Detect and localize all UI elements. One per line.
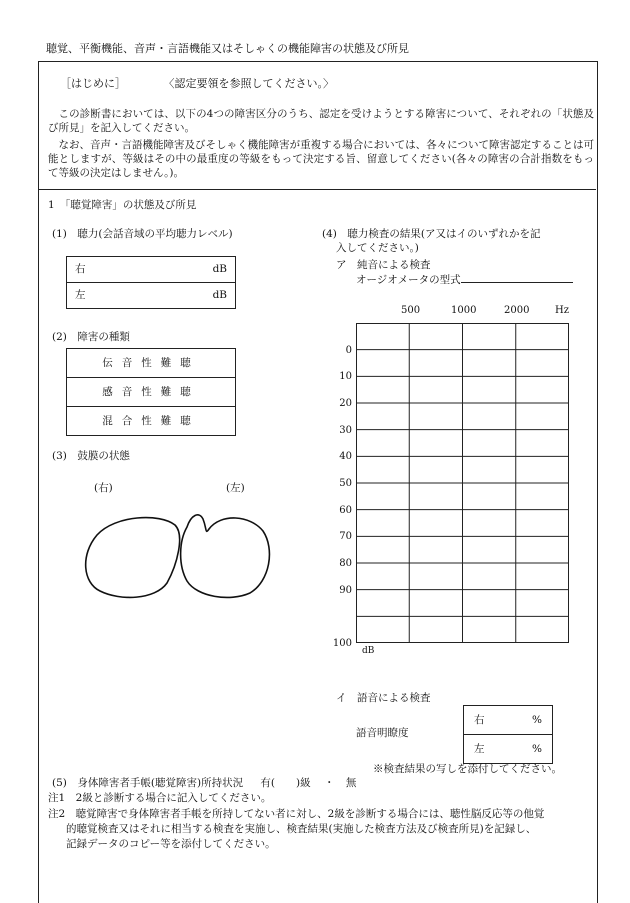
q5-none[interactable]: 無 <box>345 777 357 789</box>
intro-heading-note: 〈認定要領を参照してください。〉 <box>163 77 334 90</box>
q4-label-line1: (4) 聴力検査の結果(ア又はイのいずれかを記 <box>322 228 541 240</box>
hearing-side-right: 右 <box>75 263 86 276</box>
db-label-10: 10 <box>339 371 352 383</box>
db-label-50: 50 <box>339 478 352 489</box>
speech-test-label: イ 語音による検査 <box>336 692 431 704</box>
speech-clarity-label: 語音明瞭度 <box>356 727 409 739</box>
freq-500: 500 <box>401 305 421 316</box>
q5-row <box>52 776 356 790</box>
q3-label: (3) 鼓膜の状態 <box>52 450 130 462</box>
q4-label-line2: 入してください。) <box>336 242 419 254</box>
eardrum-right-shape <box>86 518 180 598</box>
eardrum-diagram <box>75 505 275 605</box>
document-title: 聴覚、平衡機能、音声・言語機能又はそしゃくの機能障害の状態及び所見 <box>46 42 409 55</box>
eardrum-left-label: (左) <box>226 482 245 494</box>
db-label-90: 90 <box>339 584 352 596</box>
q1-label: (1) 聴力(会話音域の平均聴力レベル) <box>52 228 233 240</box>
hearing-level-table <box>66 256 236 309</box>
speech-cell-right[interactable] <box>464 706 553 735</box>
intro-paragraph-1: この診断書においては、以下の4つの障害区分のうち、認定を受けようとする障害について、それぞれの「状態及び所見」を記入してください。 <box>48 108 594 135</box>
speech-unit-left: % <box>532 742 542 755</box>
intro-heading-label: ［はじめに］ <box>60 77 126 90</box>
db-label-0: 0 <box>345 344 352 356</box>
db-label-60: 60 <box>339 504 352 516</box>
q2-label: (2) 障害の種類 <box>52 331 130 343</box>
db-unit: dB <box>362 646 375 656</box>
hearing-unit-right: dB <box>212 263 227 276</box>
audiogram-grid[interactable] <box>356 323 569 643</box>
attach-note: ※検査結果の写しを添付してください。 <box>373 763 562 775</box>
speech-cell-left[interactable] <box>464 735 553 764</box>
section1-title: 1 「聴覚障害」の状態及び所見 <box>48 199 197 211</box>
q5-has[interactable]: 有( )級 <box>260 777 311 789</box>
speech-side-left: 左 <box>474 742 485 755</box>
intro-paragraph-2: なお、音声・言語機能障害及びそしゃく機能障害が重複する場合においては、各々について障害認定することは可能としますが、等級はその中の最重度の等級をもって決定する旨、留意してください(各々の障害の合計指数をもって等級の決定はしません。)。 <box>48 139 594 180</box>
intro-heading <box>60 77 334 92</box>
audiometer-model <box>356 272 573 287</box>
db-label-100: 100 <box>332 638 352 649</box>
hearing-cell-right[interactable] <box>67 257 236 283</box>
db-label-40: 40 <box>339 451 352 463</box>
hearing-type-table <box>66 348 236 436</box>
freq-unit: Hz <box>555 305 569 316</box>
q5-separator: ・ <box>323 777 335 789</box>
note-2-line3: 記録データのコピー等を添付してください。 <box>66 838 276 850</box>
speech-unit-right: % <box>532 713 542 726</box>
hearing-row-right <box>67 257 236 283</box>
eardrum-left-shape <box>181 515 270 598</box>
type-mixed[interactable]: 混合性難聴 <box>67 407 236 436</box>
hearing-cell-left[interactable] <box>67 283 236 309</box>
audiometer-model-field[interactable] <box>461 272 573 283</box>
speech-side-right: 右 <box>474 713 485 726</box>
freq-2000: 2000 <box>504 305 530 316</box>
hearing-row-left <box>67 283 236 309</box>
pure-tone-label: ア 純音による検査 <box>336 259 431 271</box>
db-label-30: 30 <box>339 424 352 436</box>
note-2-line1: 注2 聴覚障害で身体障害者手帳を所持してない者に対し、2級を診断する場合には、聴性脳反応等の他覚 <box>48 808 545 820</box>
eardrum-right-label: (右) <box>94 482 113 494</box>
note-2-line2: 的聴覚検査又はそれに相当する検査を実施し、検査結果(実施した検査方法及び検査所見)を記録し、 <box>66 823 537 835</box>
type-conductive[interactable]: 伝音性難聴 <box>67 349 236 378</box>
type-sensorineural[interactable]: 感音性難聴 <box>67 378 236 407</box>
db-label-80: 80 <box>339 558 352 569</box>
db-label-20: 20 <box>339 398 352 409</box>
audiometer-model-label: オージオメータの型式 <box>356 274 461 286</box>
q5-label: (5) 身体障害者手帳(聴覚障害)所持状況 <box>52 777 244 789</box>
hearing-unit-left: dB <box>212 289 227 302</box>
hearing-side-left: 左 <box>75 289 86 302</box>
note-1: 注1 2級と診断する場合に記入してください。 <box>48 792 272 804</box>
speech-table <box>463 705 553 764</box>
freq-1000: 1000 <box>451 305 477 316</box>
db-label-70: 70 <box>339 531 352 543</box>
section-divider <box>39 189 596 190</box>
